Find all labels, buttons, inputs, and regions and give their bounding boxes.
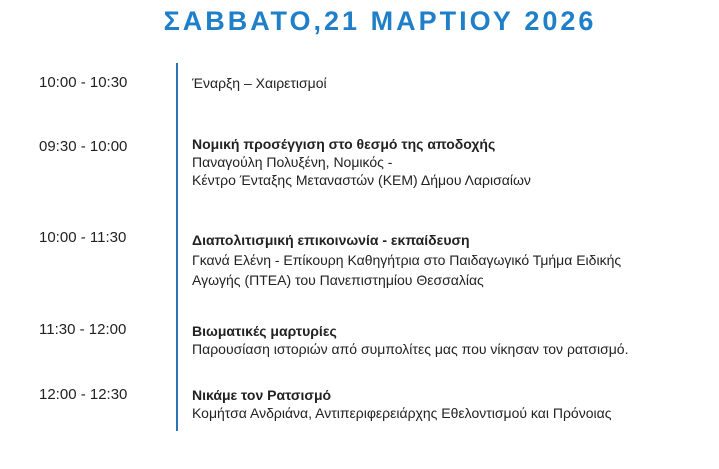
- schedule-time: 10:00 - 10:30: [39, 74, 128, 91]
- schedule-time: 09:30 - 10:00: [39, 138, 128, 155]
- schedule-description: Κομήτσα Ανδριάνα, Αντιπεριφερειάρχης Εθελοντισμού και Πρόνοιας: [192, 405, 612, 421]
- schedule-title: Νομική προσέγγιση στο θεσμό της αποδοχής: [192, 136, 496, 152]
- schedule-time: 12:00 - 12:30: [39, 386, 128, 403]
- page-title: ΣΑΒΒΑΤΟ,21 ΜΑΡΤΙΟΥ 2026: [163, 6, 597, 36]
- schedule-content: [192, 74, 712, 92]
- schedule-time: 11:30 - 12:00: [39, 321, 127, 338]
- schedule-description: Κέντρο Ένταξης Μεταναστών (ΚΕΜ) Δήμου Λαρισαίων: [192, 172, 531, 188]
- schedule-title: Διαπολιτισμική επικοινωνία - εκπαίδευση: [192, 232, 470, 248]
- schedule-description: Παναγούλη Πολυξένη, Νομικός -: [192, 154, 393, 170]
- schedule-content: [192, 135, 712, 189]
- schedule-content: [192, 230, 712, 290]
- schedule-time: 10:00 - 11:30: [39, 229, 127, 246]
- schedule-description: Γκανά Ελένη - Επίκουρη Καθηγήτρια στο Παιδαγωγικό Τμήμα Ειδικής: [192, 252, 622, 268]
- schedule-title: Βιωματικές μαρτυρίες: [192, 323, 337, 339]
- schedule-content: [192, 322, 712, 358]
- schedule-description: Αγωγής (ΠΤΕΑ) του Πανεπιστημίου Θεσσαλίας: [192, 272, 484, 288]
- schedule-title: Νικάμε τον Ρατσισμό: [192, 387, 332, 403]
- schedule-content: [192, 386, 712, 422]
- schedule-description: Παρουσίαση ιστοριών από συμπολίτες μας που νίκησαν τον ρατσισμό.: [192, 341, 629, 357]
- schedule-description: Έναρξη – Χαιρετισμοί: [192, 75, 327, 91]
- timeline-divider: [176, 63, 178, 431]
